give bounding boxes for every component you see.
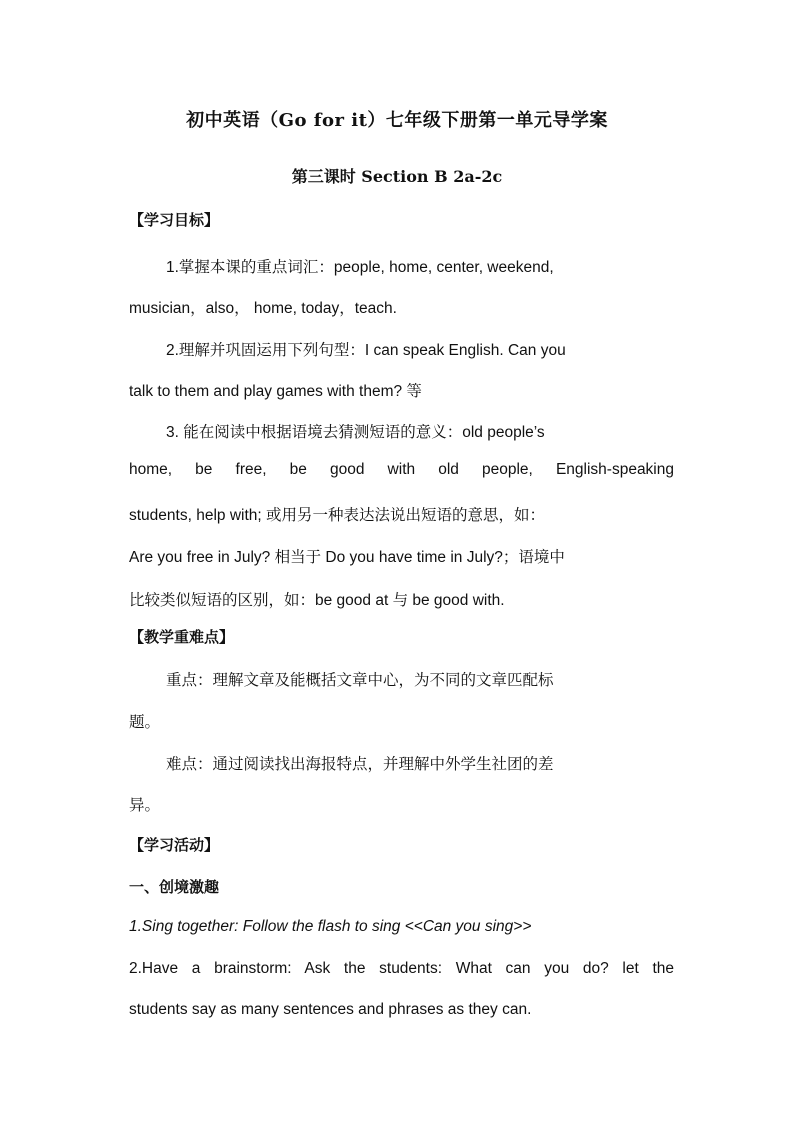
section-heading-activities: 【学习活动】 xyxy=(129,836,220,854)
objective-line: Are you free in July? 相当于 Do you have time in July?；语境中 xyxy=(129,549,565,566)
objective-line: musician，also， home, today，teach. xyxy=(129,300,397,317)
key-point-line: 难点：通过阅读找出海报特点，并理解中外学生社团的差 xyxy=(166,756,554,773)
objective-line: 1.掌握本课的重点词汇：people, home, center, weekend, xyxy=(166,259,554,276)
key-point-line: 题。 xyxy=(129,714,161,731)
key-point-line: 异。 xyxy=(129,797,161,814)
activity-line: 1.Sing together: Follow the flash to sing <<Can you sing>> xyxy=(129,918,532,935)
objective-line: home, be free, be good with old people, English-speaking xyxy=(129,461,674,478)
lesson-subtitle: 第三课时 Section B 2a-2c xyxy=(291,167,503,186)
objective-line: 比较类似短语的区别，如：be good at 与 be good with. xyxy=(129,592,505,609)
activity-line: 2.Have a brainstorm: Ask the students: What can you do? let the xyxy=(129,960,674,977)
objective-line: students, help with; 或用另一种表达法说出短语的意思，如： xyxy=(129,507,545,524)
activity-subheading: 一、创境激趣 xyxy=(129,878,220,896)
activity-line: students say as many sentences and phrases as they can. xyxy=(129,1001,532,1018)
objective-line: 3. 能在阅读中根据语境去猜测短语的意义：old people’s xyxy=(166,424,545,441)
objective-line: 2.理解并巩固运用下列句型：I can speak English. Can you xyxy=(166,342,566,359)
objective-line: talk to them and play games with them? 等 xyxy=(129,383,422,400)
key-point-line: 重点：理解文章及能概括文章中心，为不同的文章匹配标 xyxy=(166,672,554,689)
section-heading-objectives: 【学习目标】 xyxy=(129,211,220,229)
document-title: 初中英语（Go for it）七年级下册第一单元导学案 xyxy=(186,110,608,131)
section-heading-key-points: 【教学重难点】 xyxy=(129,628,235,646)
